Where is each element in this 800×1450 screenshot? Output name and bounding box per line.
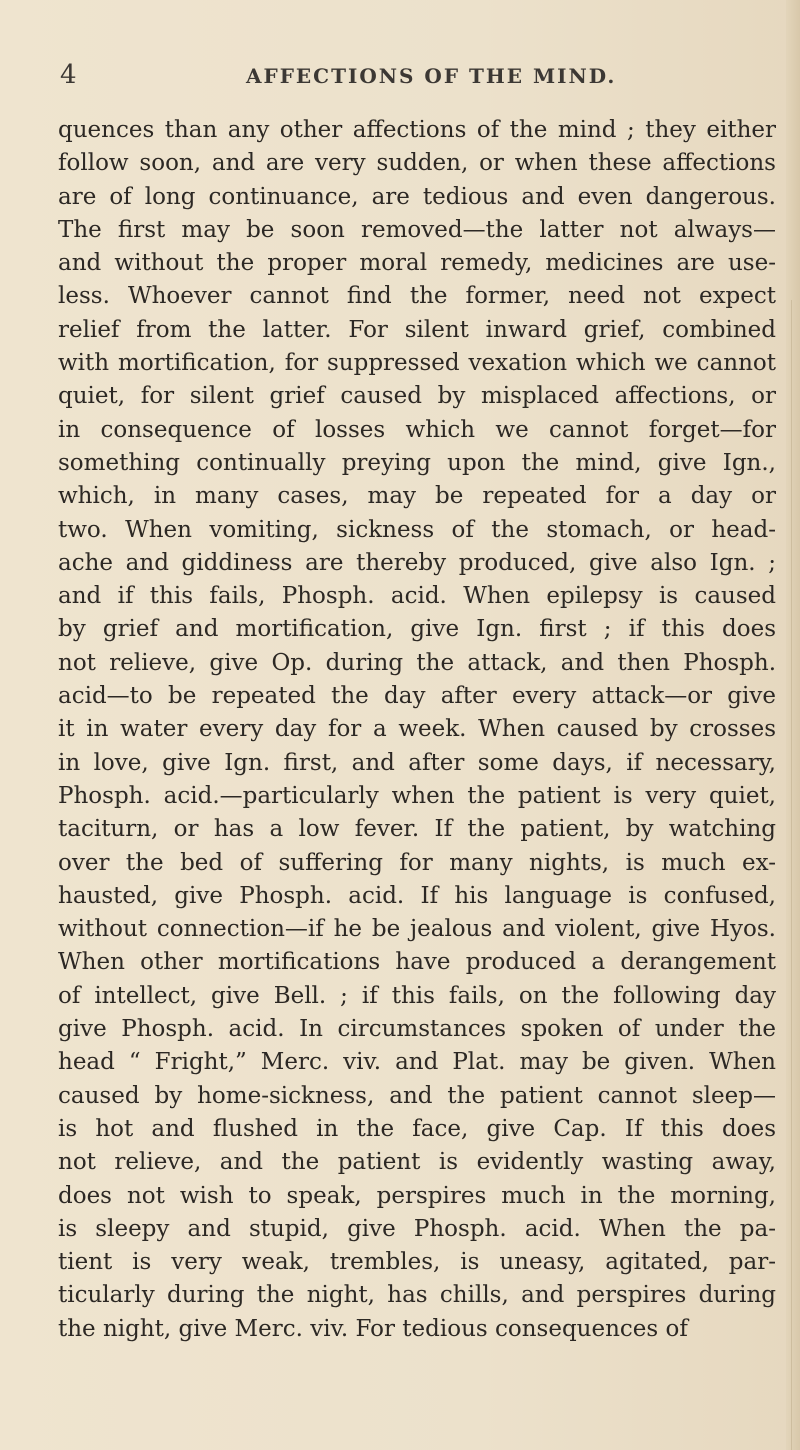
text-line-8: with mortification, for suppressed vexation which we cannot <box>58 350 776 377</box>
text-line-7: relief from the latter. For silent inward grief, combined <box>58 316 776 343</box>
running-title: AFFECTIONS OF THE MIND. <box>246 64 617 88</box>
text-line-15: and if this fails, Phosph. acid. When epilepsy is caused <box>58 583 776 610</box>
text-line-35: tient is very weak, trembles, is uneasy, agitated, par- <box>58 1249 776 1276</box>
text-line-32: not relieve, and the patient is evidently wasting away, <box>58 1149 776 1176</box>
text-line-34: is sleepy and stupid, give Phosph. acid. When the pa- <box>58 1215 776 1242</box>
text-line-13: two. When vomiting, sickness of the stomach, or head- <box>58 516 776 543</box>
text-line-19: it in water every day for a week. When caused by crosses <box>58 716 776 743</box>
text-line-27: of intellect, give Bell. ; if this fails, on the following day <box>58 982 776 1009</box>
text-line-30: caused by home-sickness, and the patient cannot sleep— <box>58 1082 776 1109</box>
text-line-20: in love, give Ign. first, and after some days, if necessary, <box>58 749 776 776</box>
text-line-16: by grief and mortification, give Ign. first ; if this does <box>58 616 776 643</box>
text-line-23: over the bed of suffering for many nights, is much ex- <box>58 849 776 876</box>
text-line-26: When other mortifications have produced a derangement <box>58 949 776 976</box>
text-line-6: less. Whoever cannot find the former, need not expect <box>58 283 776 310</box>
text-line-4: The first may be soon removed—the latter not always— <box>58 216 776 243</box>
text-line-33: does not wish to speak, perspires much in the morning, <box>58 1182 776 1209</box>
text-line-37: the night, give Merc. viv. For tedious consequences of <box>58 1315 688 1342</box>
text-line-21: Phosph. acid.—particularly when the patient is very quiet, <box>58 782 776 809</box>
text-line-31: is hot and flushed in the face, give Cap. If this does <box>58 1115 776 1142</box>
text-line-11: something continually preying upon the mind, give Ign., <box>58 449 776 476</box>
text-line-29: head “ Fright,” Merc. viv. and Plat. may be given. When <box>58 1049 776 1076</box>
body-text <box>58 114 776 1346</box>
text-line-14: ache and giddiness are thereby produced, give also Ign. ; <box>58 549 776 576</box>
text-line-2: follow soon, and are very sudden, or when these affections <box>58 150 776 177</box>
text-line-18: acid—to be repeated the day after every attack—or give <box>58 683 776 710</box>
text-line-22: taciturn, or has a low fever. If the patient, by watching <box>58 816 776 843</box>
text-line-12: which, in many cases, may be repeated for a day or <box>58 483 776 510</box>
page-edge-line <box>791 300 792 1450</box>
text-line-17: not relieve, give Op. during the attack, and then Phosph. <box>58 649 776 676</box>
text-line-5: and without the proper moral remedy, medicines are use- <box>58 250 776 277</box>
text-line-24: hausted, give Phosph. acid. If his language is confused, <box>58 882 776 909</box>
text-line-28: give Phosph. acid. In circumstances spoken of under the <box>58 1016 776 1043</box>
text-line-25: without connection—if he be jealous and violent, give Hyos. <box>58 916 776 943</box>
page-edge-shadow <box>786 0 800 1450</box>
text-line-36: ticularly during the night, has chills, and perspires during <box>58 1282 776 1309</box>
text-line-3: are of long continuance, are tedious and even dangerous. <box>58 183 776 210</box>
text-line-10: in consequence of losses which we cannot forget—for <box>58 416 776 443</box>
page-number: 4 <box>60 60 77 90</box>
text-line-1: quences than any other affections of the mind ; they either <box>58 117 776 143</box>
text-line-9: quiet, for silent grief caused by misplaced affections, or <box>58 383 776 410</box>
